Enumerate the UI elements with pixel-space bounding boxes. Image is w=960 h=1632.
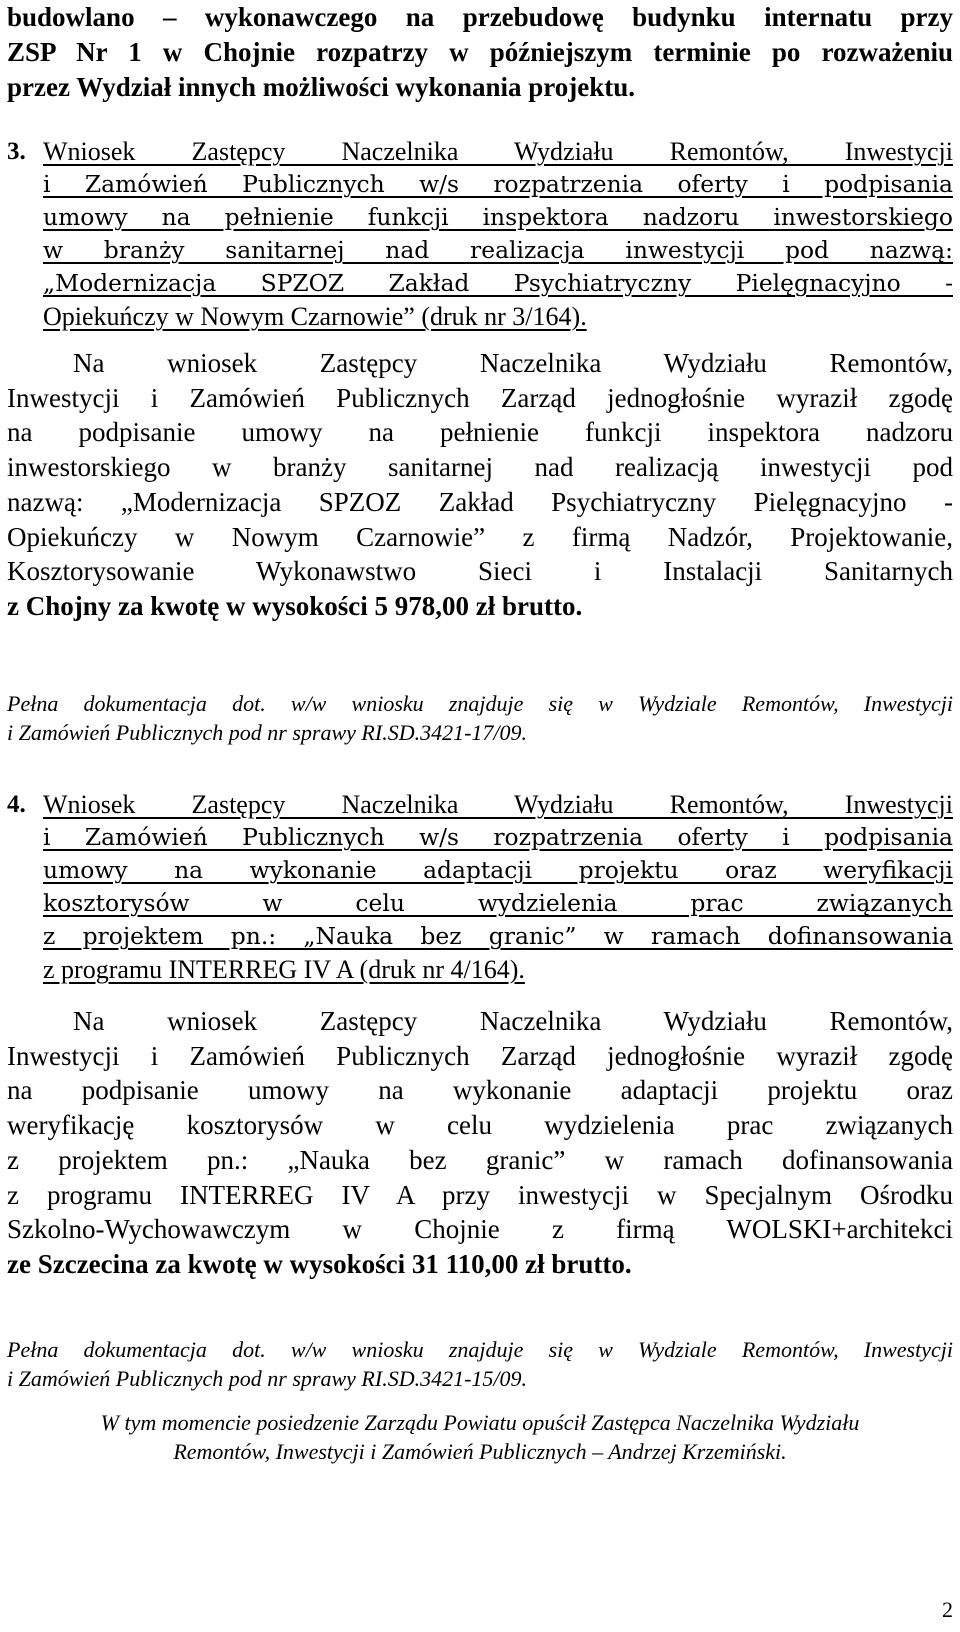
item-4-resolution bbox=[7, 1004, 953, 1282]
item-number: 3. bbox=[7, 138, 26, 165]
text-line: Na wniosek Zastępcy Naczelnika Wydziału Remontów, bbox=[73, 1006, 953, 1036]
text-line: przez Wydział innych możliwości wykonania projektu. bbox=[7, 72, 636, 102]
text-line: Inwestycji i Zamówień Publicznych Zarząd jednogłośnie wyraził zgodę bbox=[7, 1040, 953, 1071]
text-line: Inwestycji i Zamówień Publicznych Zarząd jednogłośnie wyraził zgodę bbox=[7, 382, 953, 413]
heading-line: „Modernizacja SPZOZ Zakład Psychiatryczny Pielęgnacyjno - bbox=[43, 269, 953, 297]
heading-line: Wniosek Zastępcy Naczelnika Wydziału Remontów, Inwestycji bbox=[43, 790, 953, 819]
text-line: Opiekuńczy w Nowym Czarnowie” z firmą Nadzór, Projektowanie, bbox=[7, 521, 953, 552]
item-4-documentation-note bbox=[7, 1335, 953, 1393]
intro-continuation bbox=[7, 0, 953, 105]
heading-line: umowy na wykonanie adaptacji projektu oraz weryfikacji bbox=[43, 856, 953, 884]
text-line: z projektem pn.: „Nauka bez granic” w ramach dofinansowania bbox=[7, 1144, 953, 1175]
item-heading bbox=[43, 788, 953, 986]
heading-line: i Zamówień Publicznych w/s rozpatrzenia oferty i podpisania bbox=[43, 823, 953, 851]
heading-line: z projektem pn.: „Nauka bez granic” w ramach dofinansowania bbox=[43, 922, 953, 950]
text-line: weryfikację kosztorysów w celu wydzielenia prac związanych bbox=[7, 1110, 953, 1141]
text-line: Na wniosek Zastępcy Naczelnika Wydziału Remontów, bbox=[73, 348, 953, 378]
item-3-documentation-note bbox=[7, 689, 953, 747]
item-3-resolution bbox=[7, 346, 953, 624]
agenda-item-4-heading bbox=[7, 788, 953, 986]
text-line: Kosztorysowanie Wykonawstwo Sieci i Instalacji Sanitarnych bbox=[7, 556, 953, 587]
text-line: z Chojny za kwotę w wysokości 5 978,00 zł brutto. bbox=[7, 590, 583, 621]
text-line: Szkolno-Wychowawczym w Chojnie z firmą WOLSKI+architekci bbox=[7, 1214, 953, 1245]
heading-line: Wniosek Zastępcy Naczelnika Wydziału Remontów, Inwestycji bbox=[43, 137, 953, 166]
departure-note bbox=[7, 1408, 953, 1466]
text-line: nazwą: „Modernizacja SPZOZ Zakład Psychiatryczny Pielęgnacyjno - bbox=[7, 486, 953, 517]
text-line: ze Szczecina za kwotę w wysokości 31 110,00 zł brutto. bbox=[7, 1248, 632, 1279]
note-line: i Zamówień Publicznych pod nr sprawy RI.SD.3421-17/09. bbox=[7, 720, 528, 745]
text-line: na podpisanie umowy na wykonanie adaptacji projektu oraz bbox=[7, 1075, 953, 1106]
text-line: na podpisanie umowy na pełnienie funkcji inspektora nadzoru bbox=[7, 417, 953, 448]
text-line: ZSP Nr 1 w Chojnie rozpatrzy w późniejszym terminie po rozważeniu bbox=[7, 37, 953, 67]
heading-line: umowy na pełnienie funkcji inspektora nadzoru inwestorskiego bbox=[43, 203, 953, 231]
note-line: Remontów, Inwestycji i Zamówień Publicznych – Andrzej Krzemiński. bbox=[173, 1439, 787, 1464]
item-number: 4. bbox=[7, 791, 26, 818]
text-line: z programu INTERREG IV A przy inwestycji w Specjalnym Ośrodku bbox=[7, 1179, 953, 1210]
text-line: budowlano – wykonawczego na przebudowę budynku internatu przy bbox=[7, 2, 953, 32]
text-line: inwestorskiego w branży sanitarnej nad realizacją inwestycji pod bbox=[7, 452, 953, 483]
note-line: Pełna dokumentacja dot. w/w wniosku znajduje się w Wydziale Remontów, Inwestycji bbox=[7, 1337, 953, 1362]
heading-line: w branży sanitarnej nad realizacja inwestycji pod nazwą: bbox=[43, 236, 953, 264]
page-number: 2 bbox=[942, 1597, 953, 1622]
heading-line: Opiekuńczy w Nowym Czarnowie” (druk nr 3/164). bbox=[43, 302, 587, 331]
heading-line: i Zamówień Publicznych w/s rozpatrzenia oferty i podpisania bbox=[43, 170, 953, 198]
note-line: W tym momencie posiedzenie Zarządu Powiatu opuścił Zastępca Naczelnika Wydziału bbox=[100, 1410, 860, 1435]
heading-line: z programu INTERREG IV A (druk nr 4/164). bbox=[43, 955, 525, 984]
note-line: i Zamówień Publicznych pod nr sprawy RI.SD.3421-15/09. bbox=[7, 1366, 528, 1391]
heading-line: kosztorysów w celu wydzielenia prac związanych bbox=[43, 889, 953, 917]
item-heading bbox=[43, 135, 953, 333]
agenda-item-3-heading bbox=[7, 135, 953, 333]
note-line: Pełna dokumentacja dot. w/w wniosku znajduje się w Wydziale Remontów, Inwestycji bbox=[7, 691, 953, 716]
